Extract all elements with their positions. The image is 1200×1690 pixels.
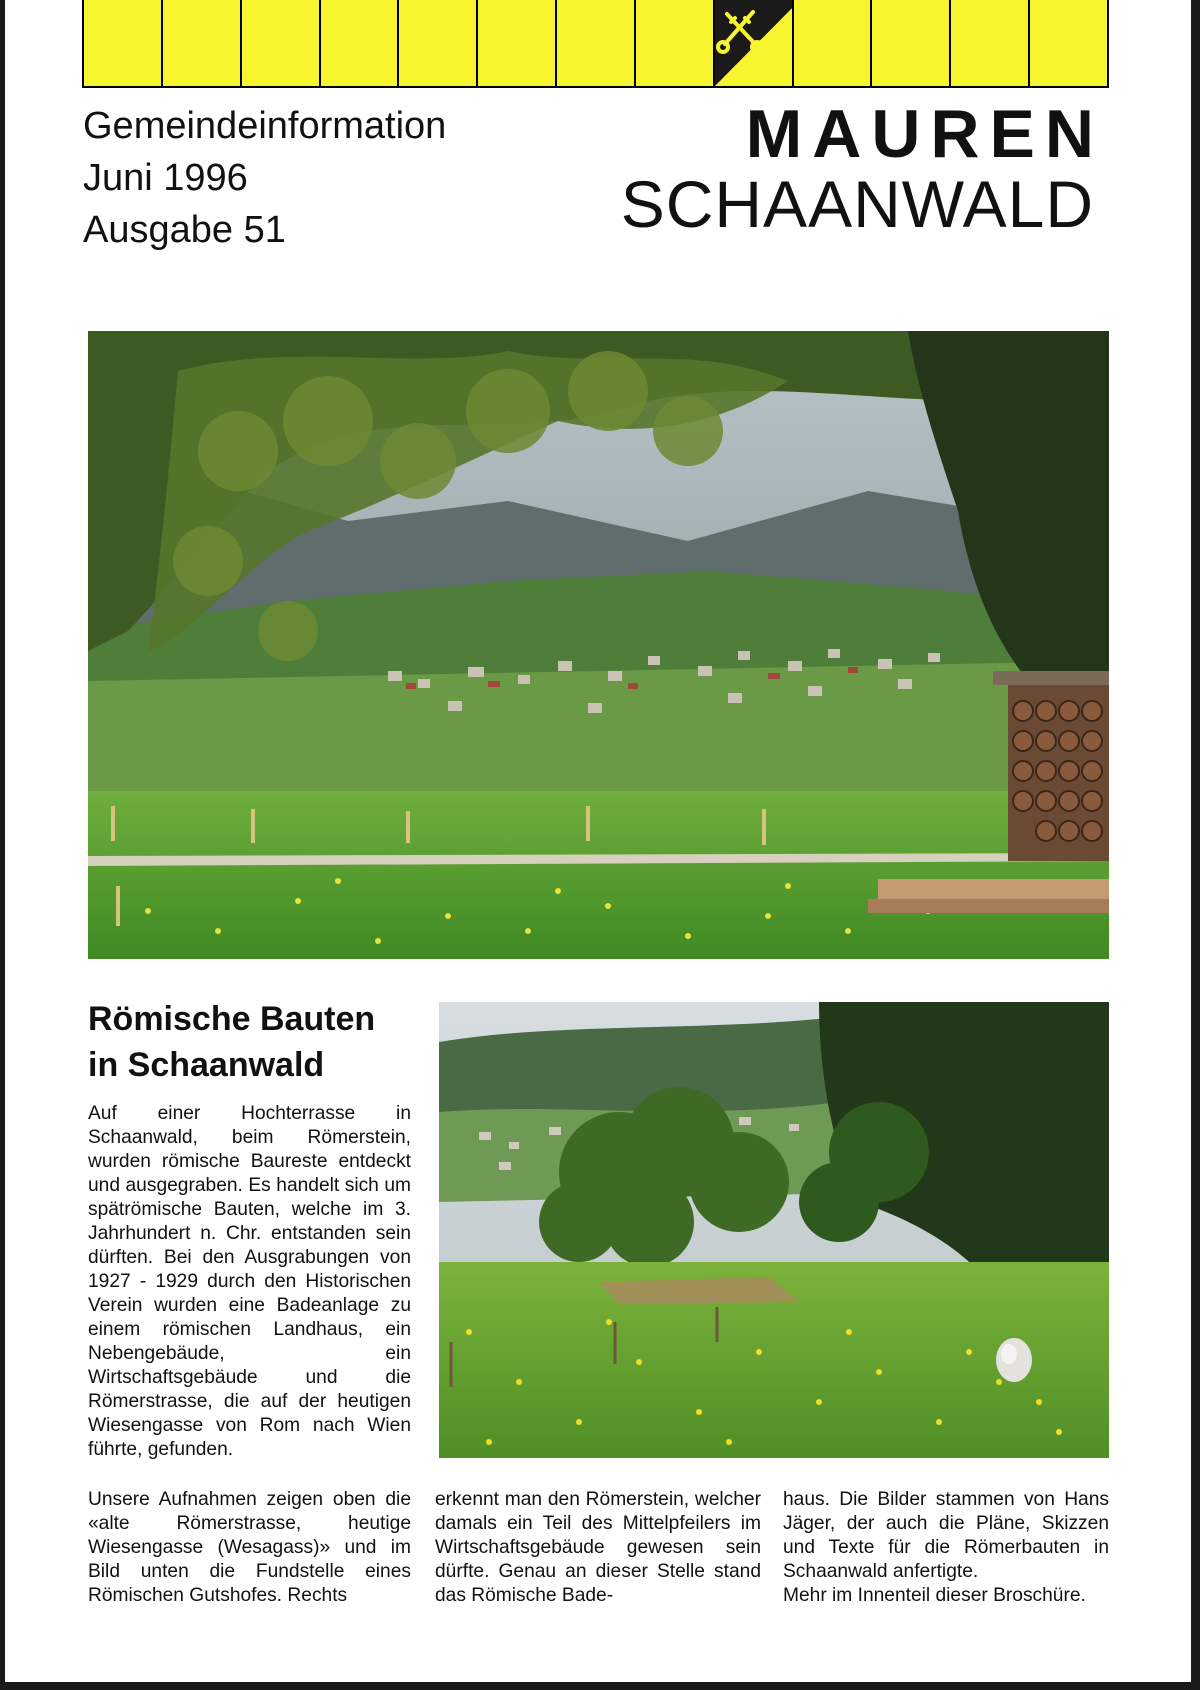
band-cell — [794, 0, 873, 86]
band-cell — [478, 0, 557, 86]
article-column-1: Unsere Aufnahmen zeigen oben die «alte Römerstrasse, heutige Wiesengasse (Wesagass)» und im Bild unten die Fundstelle eines Römischen Gutshofes. Rechts — [88, 1489, 411, 1606]
band-cell — [242, 0, 321, 86]
publication-title: Gemeindeinformation — [83, 105, 447, 147]
roman-site-meadow-photo — [439, 1002, 1109, 1458]
issue-date: Juni 1996 — [83, 157, 248, 199]
municipality-title — [620, 96, 1104, 241]
issue-info — [83, 100, 446, 256]
band-cell — [557, 0, 636, 86]
band-cell — [321, 0, 400, 86]
newsletter-page — [5, 0, 1191, 1682]
band-cell — [951, 0, 1030, 86]
issue-number: Ausgabe 51 — [83, 209, 286, 251]
article-column-2: erkennt man den Römerstein, welcher damals ein Teil des Mittelpfeilers im Wirtschaftsgebäude gewesen sein dürfte. Genau an dieser Stelle stand das Römische Bade- — [435, 1489, 761, 1606]
crossed-keys-crest-icon — [715, 0, 794, 86]
headline-line-1: Römische Bauten — [88, 1000, 376, 1038]
article-headline — [88, 996, 428, 1088]
header-band — [82, 0, 1109, 88]
more-inside-note: Mehr im Innenteil dieser Broschüre. — [783, 1585, 1086, 1606]
band-cell — [1030, 0, 1107, 86]
band-cell — [399, 0, 478, 86]
municipality-name-top: MAUREN — [745, 96, 1104, 172]
band-cell — [84, 0, 163, 86]
article-column-3 — [783, 1488, 1109, 1608]
landscape-village-photo — [88, 331, 1109, 959]
band-cell — [163, 0, 242, 86]
municipality-name-bottom: SCHAANWALD — [620, 167, 1094, 241]
band-cell — [636, 0, 715, 86]
band-cell — [872, 0, 951, 86]
article-intro: Auf einer Hochterrasse in Schaanwald, beim Römerstein, wurden römische Baureste entdeckt und ausgegraben. Es handelt sich um spätrömische Bauten, welche im 3. Jahrhundert n. Chr. entstanden sein dürften. Bei den Ausgrabungen von 1927 - 1929 durch den Historischen Verein wurden eine Badeanlage zu einem römischen Landhaus, ein Nebengebäude, ein Wirtschaftsgebäude und die Römerstrasse, die auf der heutigen Wiesengasse von Rom nach Wien führte, gefunden. — [88, 1103, 411, 1460]
article-column-3-text: haus. Die Bilder stammen von Hans Jäger, der auch die Pläne, Skizzen und Texte für die Römerbauten in Schaanwald anfertigte. — [783, 1489, 1109, 1582]
headline-line-2: in Schaanwald — [88, 1046, 325, 1084]
